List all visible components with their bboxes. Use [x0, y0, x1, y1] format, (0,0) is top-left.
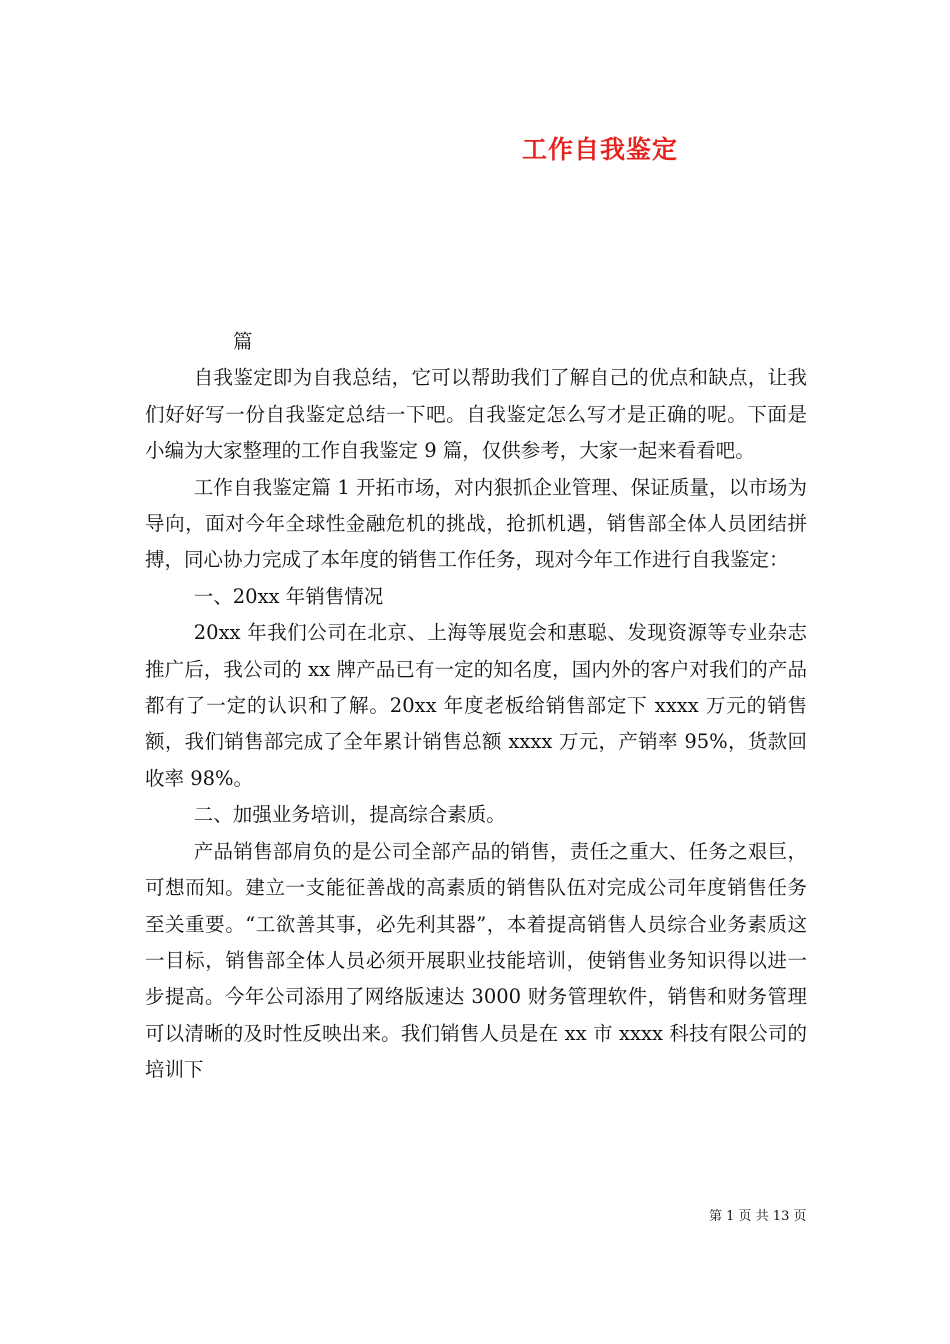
- section-heading-sales: 一、20xx 年销售情况: [193, 584, 384, 608]
- pian-label: 篇: [233, 330, 253, 353]
- document-body: [145, 324, 807, 1089]
- paragraph-training: 产品销售部肩负的是公司全部产品的销售，责任之重大、任务之艰巨，可想而知。建立一支能征善战的高素质的销售队伍对完成公司年度销售任务至关重要。“工欲善其事，必先利其器”，本着提高销售人员综合业务素质这一目标，销售部全体人员必须开展职业技能培训，使销售业务知识得以进一步提高。今年公司添用了网络版速达 3000 财务管理软件，销售和财务管理可以清晰的及时性反映出来。我们销售人员是在 xx 市 xxxx 科技有限公司的培训下: [145, 839, 807, 1082]
- paragraph-intro: 自我鉴定即为自我总结，它可以帮助我们了解自己的优点和缺点，让我们好好写一份自我鉴定总结一下吧。自我鉴定怎么写才是正确的呢。下面是小编为大家整理的工作自我鉴定 9 篇，仅供参考，大家一起来看看吧。: [145, 366, 807, 463]
- document-title: 工作自我鉴定: [521, 135, 678, 164]
- section-heading-training: 二、加强业务培训，提高综合素质。: [193, 803, 506, 827]
- paragraph-article-1-opening: 工作自我鉴定篇 1 开拓市场，对内狠抓企业管理、保证质量，以市场为导向，面对今年全球性金融危机的挑战，抢抓机遇，销售部全体人员团结拼搏，同心协力完成了本年度的销售工作任务，现对今年工作进行自我鉴定：: [145, 475, 807, 572]
- paragraph-sales-situation: 20xx 年我们公司在北京、上海等展览会和惠聪、发现资源等专业杂志推广后，我公司的 xx 牌产品已有一定的知名度，国内外的客户对我们的产品都有了一定的认识和了解。20xx 年度老板给销售部定下 xxxx 万元的销售额，我们销售部完成了全年累计销售总额 xxxx 万元，产销率 95%，货款回收率 98%。: [145, 621, 807, 790]
- page-number: 第 1 页 共 13 页: [709, 1209, 807, 1224]
